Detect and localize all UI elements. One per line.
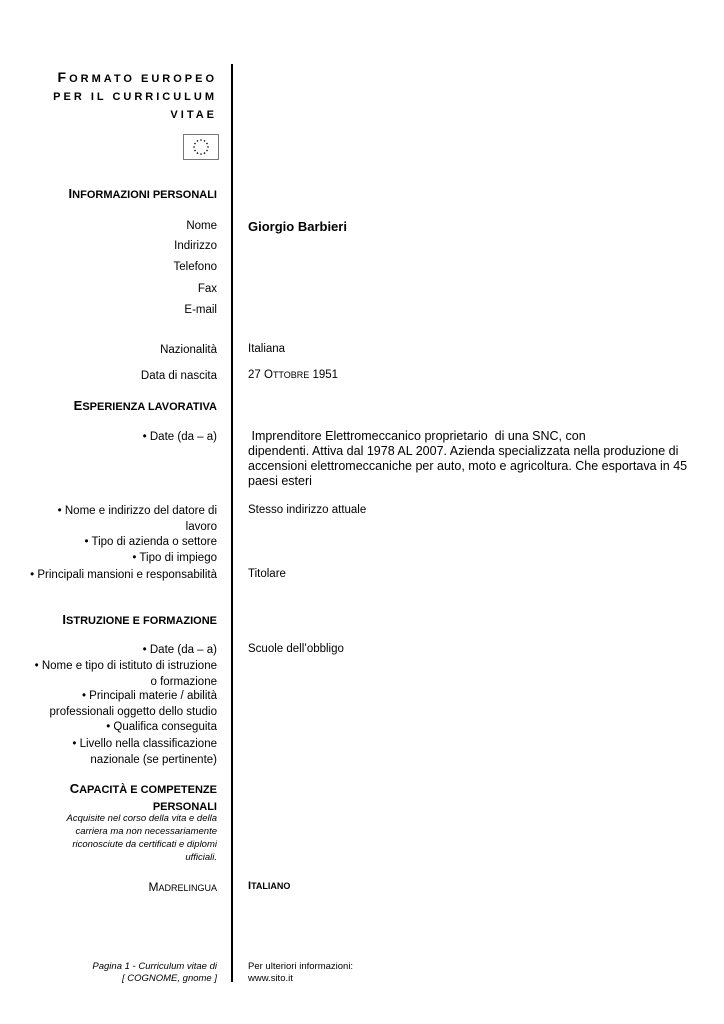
title-line-2: PER IL CURRICULUM: [53, 91, 217, 103]
label-edu-date: • Date (da – a): [142, 644, 217, 656]
value-mansioni: Titolare: [248, 568, 286, 580]
label-materie: • Principali materie / abilità professionali oggetto dello studio: [49, 690, 217, 718]
value-exp-description: Imprenditore Elettromeccanico proprietario di una SNC, con dipendenti. Attiva dal 1978 AL 2007. Azienda specializzata nella produzione di accensioni elettromeccaniche per auto, moto e agricoltura. Che esportava in 45 paesi esteri: [248, 429, 688, 488]
section-work-experience: ESPERIENZA LAVORATIVA: [73, 398, 217, 413]
skills-note: Acquisite nel corso della vita e della carriera ma non necessariamente riconosciute da certificati e diplomi ufficiali.: [66, 813, 217, 863]
title-line-3: VITAE: [170, 109, 217, 121]
label-nome: Nome: [186, 220, 217, 232]
value-nome: Giorgio Barbieri: [248, 219, 347, 234]
value-madrelingua: ITALIANO: [248, 880, 291, 892]
document-title: [53, 68, 217, 124]
value-nazionalita: Italiana: [248, 343, 286, 355]
footer-right: Per ulteriori informazioni: www.sito.it: [248, 961, 354, 984]
label-indirizzo: Indirizzo: [174, 240, 217, 252]
label-fax: Fax: [197, 283, 217, 295]
section-skills: CAPACITÀ E COMPETENZE PERSONALI: [69, 781, 217, 813]
section-personal-info: INFORMAZIONI PERSONALI: [68, 186, 217, 201]
value-datore: Stesso indirizzo attuale: [248, 504, 367, 516]
footer-website-link[interactable]: www.sito.it: [248, 973, 293, 984]
label-nazionalita: Nazionalità: [160, 344, 217, 356]
label-tipo-impiego: • Tipo di impiego: [132, 552, 217, 564]
value-data-nascita: 27 OTTOBRE 1951: [248, 369, 339, 381]
label-madrelingua: MADRELINGUA: [148, 880, 217, 894]
label-istituto: • Nome e tipo di istituto di istruzione o formazione: [34, 660, 217, 688]
value-edu-date: Scuole dell’obbligo: [248, 643, 344, 655]
footer-left: Pagina 1 - Curriculum vitae di [ COGNOME, gnome ]: [92, 961, 217, 984]
label-data-nascita: Data di nascita: [140, 370, 217, 382]
section-education: ISTRUZIONE E FORMAZIONE: [62, 612, 217, 627]
eu-flag-icon: [183, 134, 219, 160]
title-line-1: FORMATO EUROPEO: [57, 69, 217, 85]
label-tipo-azienda: • Tipo di azienda o settore: [84, 536, 217, 548]
label-datore: • Nome e indirizzo del datore di lavoro: [57, 505, 217, 533]
label-exp-date: • Date (da – a): [142, 431, 217, 443]
label-telefono: Telefono: [173, 261, 217, 273]
column-divider: [231, 64, 233, 982]
label-mansioni: • Principali mansioni e responsabilità: [30, 569, 217, 581]
label-livello: • Livello nella classificazione nazionale (se pertinente): [72, 738, 217, 766]
label-qualifica: • Qualifica conseguita: [106, 721, 217, 733]
label-email: E-mail: [184, 304, 217, 316]
